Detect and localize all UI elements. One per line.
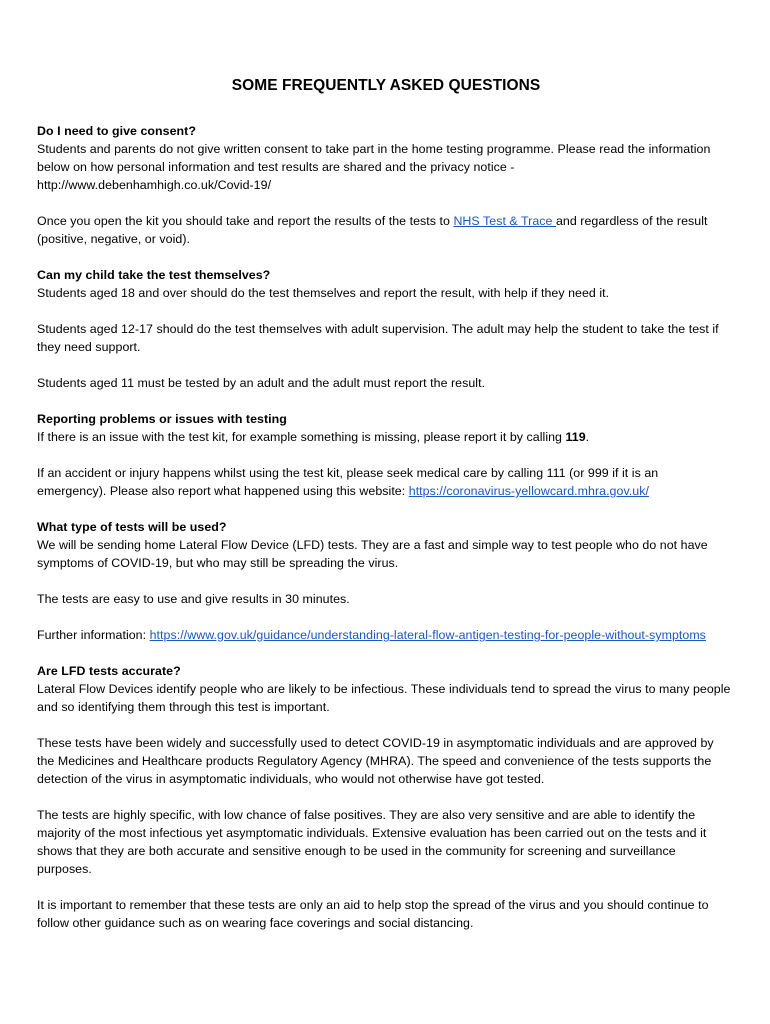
question-consent: Do I need to give consent? <box>37 124 196 138</box>
answer-test-type-results: The tests are easy to use and give results in 30 minutes. <box>37 592 350 606</box>
nhs-test-trace-link[interactable]: NHS Test & Trace <box>453 214 556 228</box>
page-title: SOME FREQUENTLY ASKED QUESTIONS <box>231 77 541 94</box>
further-info-label: Further information: <box>37 628 150 642</box>
answer-consent-report-text: Once you open the kit you should take and report the results of the tests to <box>37 214 454 228</box>
answer-accuracy-approved: These tests have been widely and successfully used to detect COVID-19 in asymptomatic individuals and are approved by the Medicines and Healthcare products Regulatory Agency (MHRA). The speed and convenience of the tests supports the detection of the virus in asymptomatic individuals, who would not otherwise have got tested. <box>37 736 714 786</box>
answer-reporting-kit-issue <box>37 428 731 446</box>
question-accuracy: Are LFD tests accurate? <box>37 664 181 678</box>
phone-number-119: 119 <box>565 430 586 444</box>
question-reporting: Reporting problems or issues with testing <box>37 412 287 426</box>
answer-reporting-injury-text: If an accident or injury happens whilst using the test kit, please seek medical care by calling 111 (or 999 if it is an emergency). Please also report what happened using this website: <box>37 466 659 498</box>
answer-age-18: Students aged 18 and over should do the test themselves and report the result, with help if they need it. <box>37 286 610 300</box>
answer-reporting-kit-text-end: . <box>585 430 590 444</box>
answer-age-11: Students aged 11 must be tested by an adult and the adult must report the result. <box>37 376 486 390</box>
question-test-type: What type of tests will be used? <box>37 520 227 534</box>
answer-consent-report-text-end: and regardless of the result (positive, negative, or void). <box>37 214 708 246</box>
yellowcard-link[interactable]: https://coronavirus-yellowcard.mhra.gov.uk/ <box>408 484 649 498</box>
answer-test-type-lfd: We will be sending home Lateral Flow Device (LFD) tests. They are a fast and simple way to test people who do not have symptoms of COVID-19, but who may still be spreading the virus. <box>37 538 708 570</box>
answer-reporting-injury <box>37 464 731 500</box>
answer-age-12-17: Students aged 12-17 should do the test themselves with adult supervision. The adult may help the student to take the test if they need support. <box>37 322 719 354</box>
question-self-test: Can my child take the test themselves? <box>37 268 271 282</box>
answer-accuracy-reminder: It is important to remember that these tests are only an aid to help stop the spread of the virus and you should continue to follow other guidance such as on wearing face coverings and social distancing. <box>37 898 709 930</box>
answer-reporting-kit-text: If there is an issue with the test kit, for example something is missing, please report it by calling <box>37 430 566 444</box>
answer-accuracy-specific: The tests are highly specific, with low chance of false positives. They are also very sensitive and are able to identify the majority of the most infectious yet asymptomatic individuals. Extensive evaluation has been carried out on the tests and it shows that they are both accurate and sensitive enough to be used in the community for screening and surveillance purposes. <box>37 808 707 876</box>
answer-consent-written: Students and parents do not give written consent to take part in the home testing programme. Please read the information below on how personal information and test results are shared and the privacy notice - http://www.debenhamhigh.co.uk/Covid-19/ <box>37 142 711 192</box>
answer-consent-report <box>37 212 731 248</box>
answer-accuracy-identify: Lateral Flow Devices identify people who are likely to be infectious. These individuals tend to spread the virus to many people and so identifying them through this test is important. <box>37 682 731 714</box>
document-page <box>37 76 731 932</box>
answer-test-type-further-info <box>37 626 731 644</box>
gov-guidance-link[interactable]: https://www.gov.uk/guidance/understanding-lateral-flow-antigen-testing-for-people-without-symptoms <box>149 628 706 642</box>
